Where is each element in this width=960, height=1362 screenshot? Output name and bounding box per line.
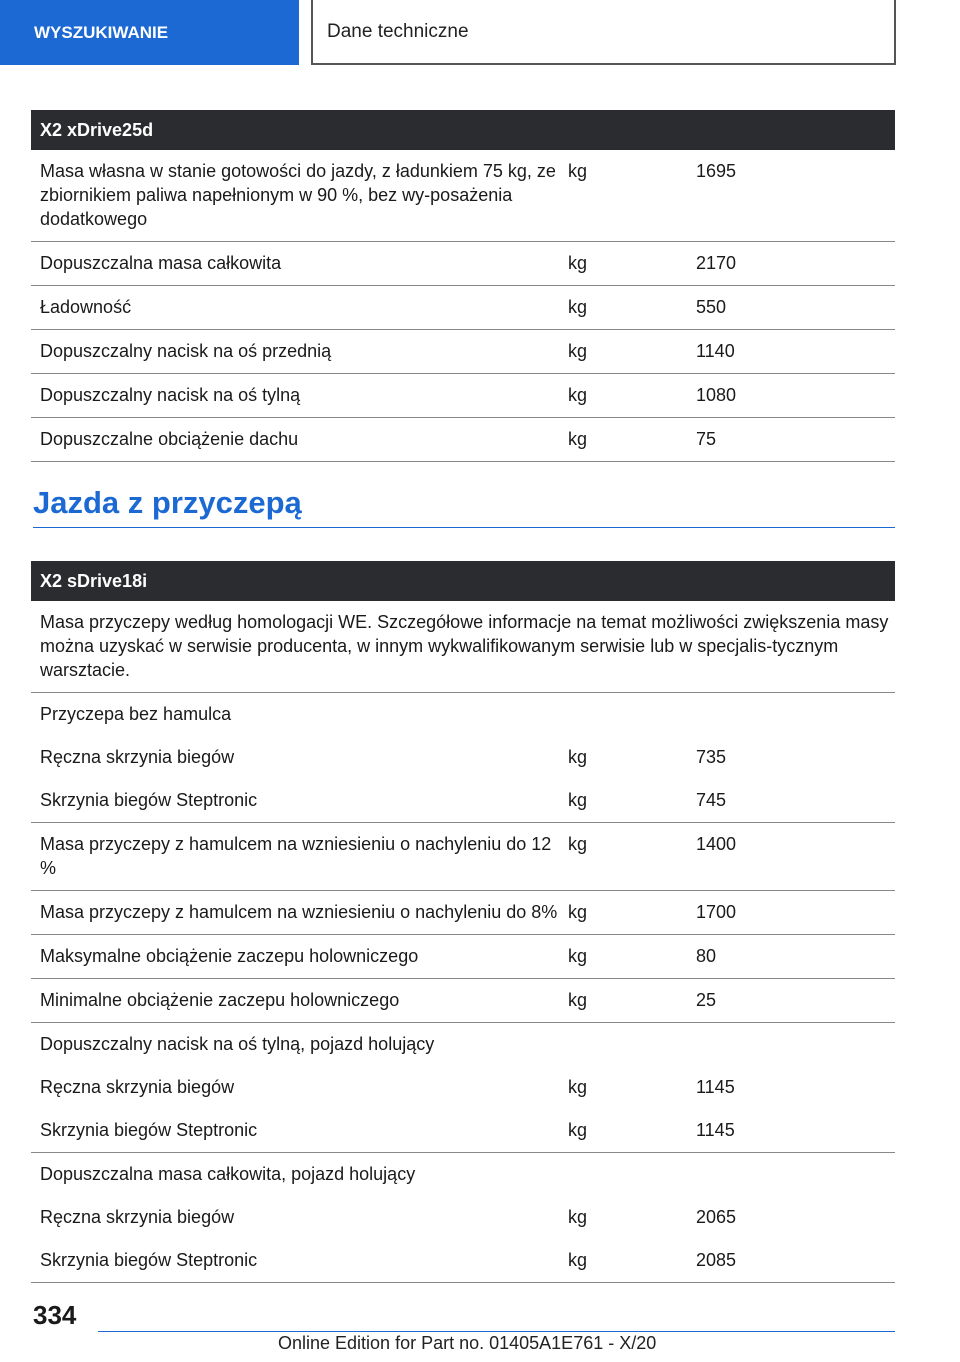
row-label: Ręczna skrzynia biegów bbox=[40, 747, 235, 767]
table-row bbox=[31, 693, 895, 736]
table-row bbox=[31, 150, 895, 242]
row-unit: kg bbox=[568, 902, 588, 922]
row-value: 745 bbox=[696, 790, 727, 810]
row-label: Maksymalne obciążenie zaczepu holowniczego bbox=[40, 946, 419, 966]
row-value: 1700 bbox=[696, 902, 737, 922]
row-label: Ładowność bbox=[40, 297, 132, 317]
row-unit: kg bbox=[568, 790, 588, 810]
row-label: Masa przyczepy z hamulcem na wzniesieniu o nachyleniu do 8% bbox=[40, 902, 558, 922]
table-row bbox=[31, 979, 895, 1023]
table-row bbox=[31, 374, 895, 418]
row-unit: kg bbox=[568, 297, 588, 317]
row-unit: kg bbox=[568, 385, 588, 405]
row-unit: kg bbox=[568, 1207, 588, 1227]
table-row bbox=[31, 242, 895, 286]
table-row bbox=[31, 1066, 895, 1109]
towing-table bbox=[31, 561, 895, 1283]
row-label: Skrzynia biegów Steptronic bbox=[40, 1250, 258, 1270]
section-title: Jazda z przyczepą bbox=[33, 485, 895, 528]
row-label: Ręczna skrzynia biegów bbox=[40, 1077, 235, 1097]
table-intro-row bbox=[31, 601, 895, 693]
row-value: 2170 bbox=[696, 253, 737, 273]
row-label: Dopuszczalny nacisk na oś przednią bbox=[40, 341, 332, 361]
row-unit: kg bbox=[568, 747, 588, 767]
row-label: Dopuszczalny nacisk na oś tylną bbox=[40, 385, 301, 405]
page-number: 334 bbox=[33, 1300, 77, 1330]
row-unit: kg bbox=[568, 1077, 588, 1097]
table-row bbox=[31, 1023, 895, 1066]
table-row bbox=[31, 736, 895, 779]
row-unit: kg bbox=[568, 946, 588, 966]
row-value: 1145 bbox=[696, 1077, 735, 1097]
row-value: 1140 bbox=[696, 341, 735, 361]
weights-table bbox=[31, 110, 895, 462]
row-unit: kg bbox=[568, 161, 588, 181]
row-value: 2065 bbox=[696, 1207, 737, 1227]
row-unit: kg bbox=[568, 834, 588, 854]
row-label: Minimalne obciążenie zaczepu holowniczego bbox=[40, 990, 400, 1010]
group-label: Dopuszczalna masa całkowita, pojazd holujący bbox=[40, 1164, 416, 1184]
search-button[interactable]: WYSZUKIWANIE bbox=[0, 0, 299, 65]
row-unit: kg bbox=[568, 1120, 588, 1140]
footer-divider bbox=[98, 1331, 895, 1332]
row-label: Masa własna w stanie gotowości do jazdy, z ładunkiem 75 kg, ze zbiornikiem paliwa napełnionym w 90 %, bez wy-posażenia dodatkowego bbox=[40, 161, 556, 229]
row-label: Ręczna skrzynia biegów bbox=[40, 1207, 235, 1227]
weights-table-title: X2 xDrive25d bbox=[31, 110, 895, 150]
row-unit: kg bbox=[568, 1250, 588, 1270]
row-unit: kg bbox=[568, 429, 588, 449]
row-unit: kg bbox=[568, 253, 588, 273]
table-row bbox=[31, 891, 895, 935]
table-row bbox=[31, 330, 895, 374]
table-row bbox=[31, 418, 895, 462]
row-label: Masa przyczepy z hamulcem na wzniesieniu o nachyleniu do 12 % bbox=[40, 834, 552, 878]
row-value: 1400 bbox=[696, 834, 737, 854]
row-value: 25 bbox=[696, 990, 717, 1010]
table-intro: Masa przyczepy według homologacji WE. Szczegółowe informacje na temat możliwości zwiększenia masy można uzyskać w serwisie producenta, w innym wykwalifikowanym serwisie lub w specjalis-tycznym warsztacie. bbox=[40, 612, 889, 680]
row-label: Skrzynia biegów Steptronic bbox=[40, 790, 258, 810]
table-row bbox=[31, 1196, 895, 1239]
table-row bbox=[31, 1153, 895, 1196]
row-value: 735 bbox=[696, 747, 727, 767]
row-label: Skrzynia biegów Steptronic bbox=[40, 1120, 258, 1140]
table-row bbox=[31, 1109, 895, 1153]
row-value: 80 bbox=[696, 946, 717, 966]
row-value: 1080 bbox=[696, 385, 737, 405]
section-header bbox=[311, 0, 896, 65]
row-value: 550 bbox=[696, 297, 727, 317]
row-value: 1145 bbox=[696, 1120, 735, 1140]
table-row bbox=[31, 1239, 895, 1283]
towing-table-title: X2 sDrive18i bbox=[31, 561, 895, 601]
row-value: 75 bbox=[696, 429, 717, 449]
row-value: 2085 bbox=[696, 1250, 737, 1270]
table-row bbox=[31, 935, 895, 979]
group-label: Przyczepa bez hamulca bbox=[40, 704, 232, 724]
row-label: Dopuszczalne obciążenie dachu bbox=[40, 429, 299, 449]
footer-edition: Online Edition for Part no. 01405A1E761 - X/20 bbox=[278, 1333, 657, 1353]
group-label: Dopuszczalny nacisk na oś tylną, pojazd holujący bbox=[40, 1034, 435, 1054]
row-value: 1695 bbox=[696, 161, 737, 181]
row-unit: kg bbox=[568, 341, 588, 361]
table-row bbox=[31, 823, 895, 891]
row-unit: kg bbox=[568, 990, 588, 1010]
table-row bbox=[31, 286, 895, 330]
section-header-label: Dane techniczne bbox=[327, 20, 469, 42]
table-row bbox=[31, 779, 895, 823]
row-label: Dopuszczalna masa całkowita bbox=[40, 253, 282, 273]
